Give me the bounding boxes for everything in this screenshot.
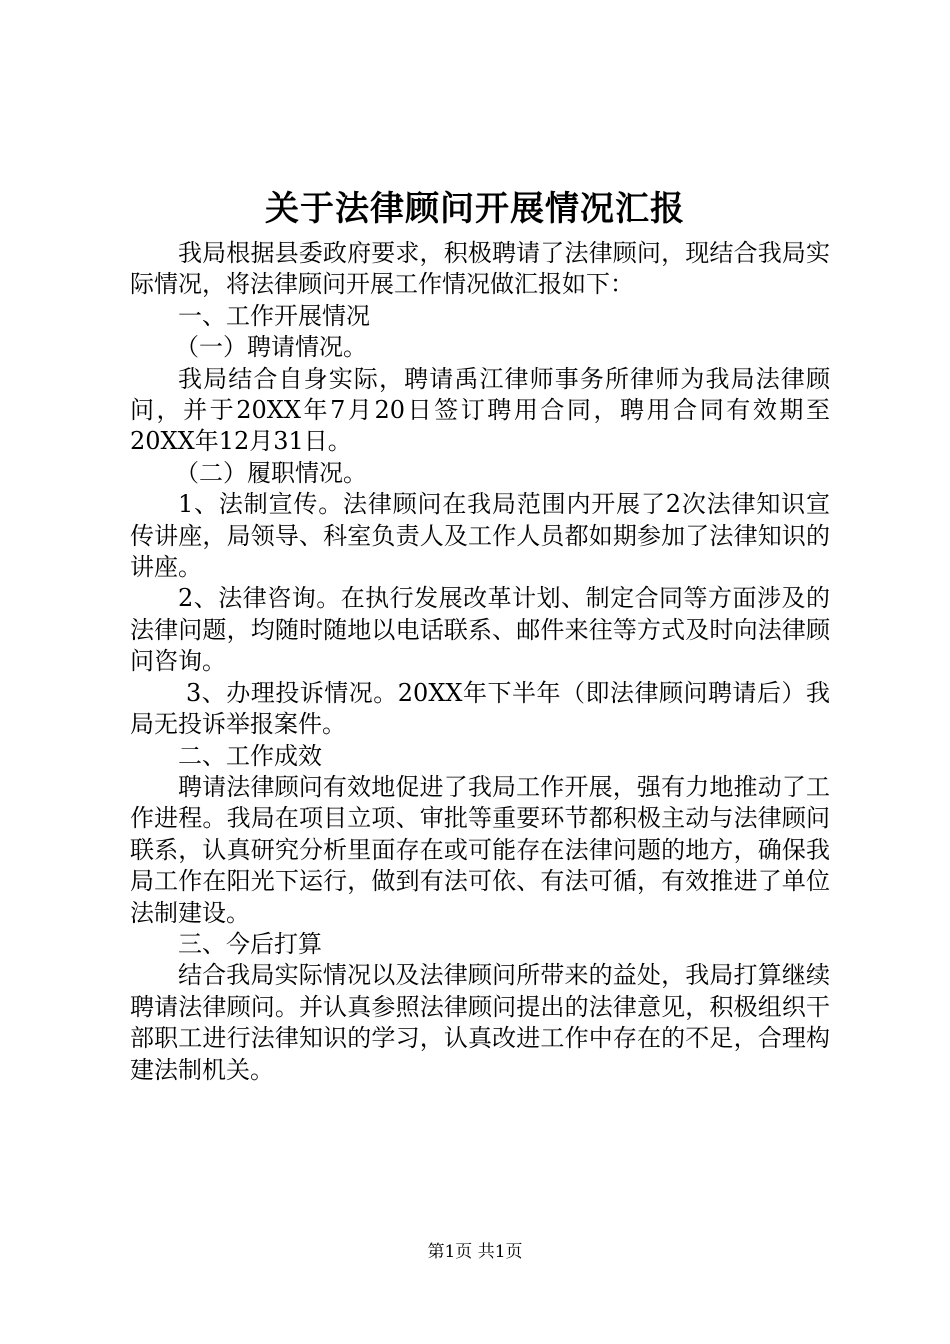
paragraph-hiring: 我局结合自身实际，聘请禹江律师事务所律师为我局法律顾问，并于20XX年7月20日签订聘用合同，聘用合同有效期至20XX年12月31日。 <box>130 364 830 456</box>
paragraph-results: 聘请法律顾问有效地促进了我局工作开展，强有力地推动了工作进程。我局在项目立项、审批等重要环节都积极主动与法律顾问联系，认真研究分析里面存在或可能存在法律问题的地方，确保我局工作在阳光下运行，做到有法可依、有法可循，有效推进了单位法制建设。 <box>130 772 830 927</box>
heading-future-plans: 三、今后打算 <box>178 929 322 958</box>
heading-results: 二、工作成效 <box>178 741 322 770</box>
subheading-duties: （二）履职情况。 <box>175 458 367 487</box>
document-title: 关于法律顾问开展情况汇报 <box>265 189 685 229</box>
page-number: 第1页 共1页 <box>427 1242 523 1262</box>
paragraph-legal-publicity: 1、法制宣传。法律顾问在我局范围内开展了2次法律知识宣传讲座，局领导、科室负责人及工作人员都如期参加了法律知识的讲座。 <box>130 490 830 582</box>
paragraph-future-plans: 结合我局实际情况以及法律顾问所带来的益处，我局打算继续聘请法律顾问。并认真参照法律顾问提出的法律意见，积极组织干部职工进行法律知识的学习，认真改进工作中存在的不足，合理构建法制机关。 <box>130 961 830 1084</box>
paragraph-legal-consulting: 2、法律咨询。在执行发展改革计划、制定合同等方面涉及的法律问题，均随时随地以电话联系、邮件来往等方式及时向法律顾问咨询。 <box>130 584 830 676</box>
heading-work-progress: 一、工作开展情况 <box>178 301 370 330</box>
paragraph-complaints: 3、办理投诉情况。20XX年下半年（即法律顾问聘请后）我局无投诉举报案件。 <box>130 678 830 739</box>
subheading-hiring: （一）聘请情况。 <box>175 333 367 362</box>
paragraph-intro: 我局根据县委政府要求，积极聘请了法律顾问，现结合我局实际情况，将法律顾问开展工作情况做汇报如下： <box>130 239 830 299</box>
document-body <box>130 238 830 1086</box>
